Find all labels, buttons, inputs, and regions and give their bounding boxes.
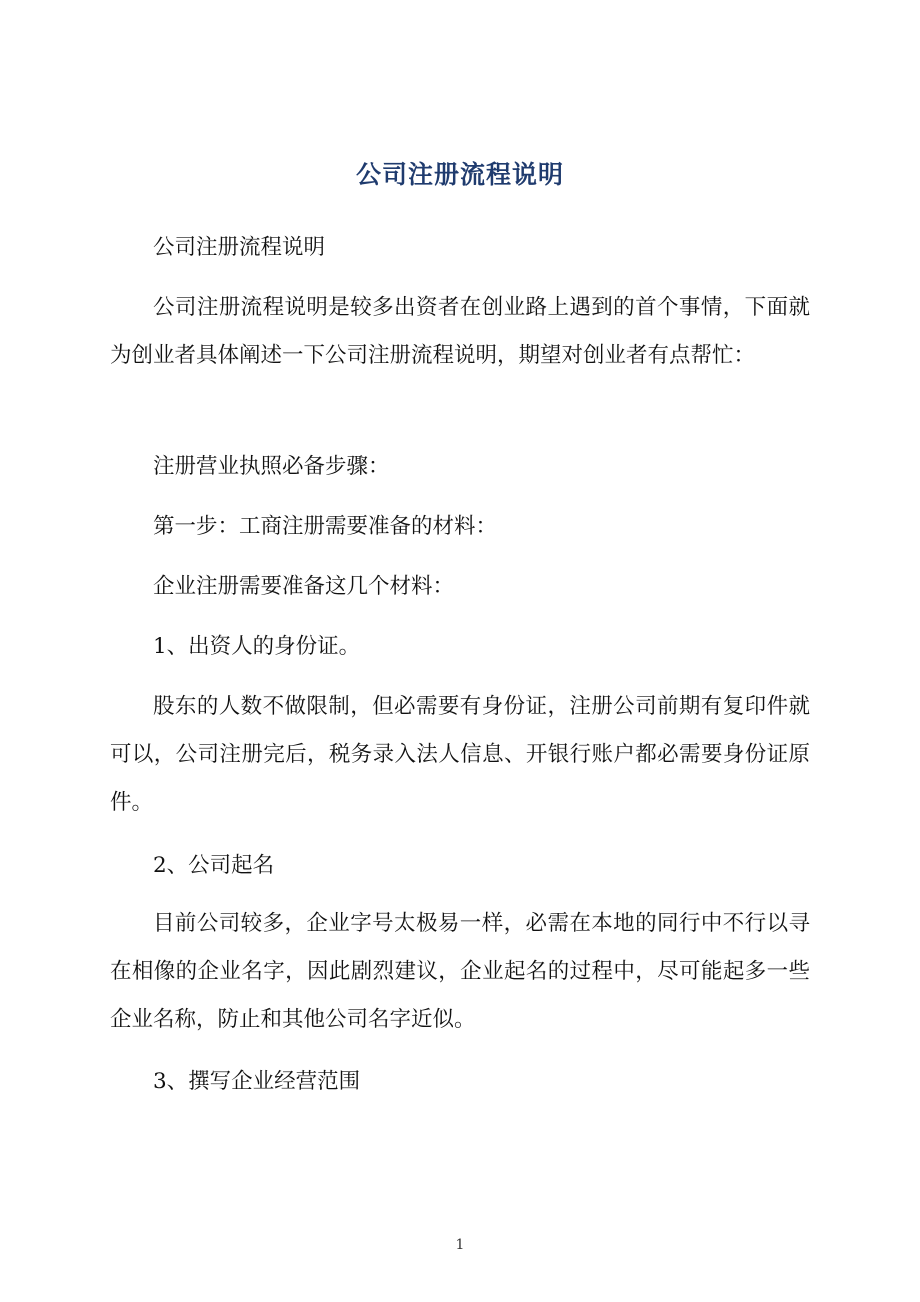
paragraph-item-3: 3、撰写企业经营范围 xyxy=(153,1069,361,1094)
paragraph-id-card: 股东的人数不做限制，但必需要有身份证，注册公司前期有复印件就可以，公司注册完后，税务录入法人信息、开银行账户都必需要身份证原件。 xyxy=(110,694,810,815)
paragraph-step-one: 第一步：工商注册需要准备的材料： xyxy=(153,514,498,539)
paragraph-item-2: 2、公司起名 xyxy=(153,853,275,878)
paragraph-steps-heading: 注册营业执照必备步骤： xyxy=(153,454,390,479)
paragraph-heading: 公司注册流程说明 xyxy=(153,235,326,260)
paragraph-intro: 公司注册流程说明是较多出资者在创业路上遇到的首个事情，下面就为创业者具体阐述一下公司注册流程说明，期望对创业者有点帮忙： xyxy=(110,295,810,368)
document-title: 公司注册流程说明 xyxy=(355,160,564,189)
paragraph-naming: 目前公司较多，企业字号太极易一样，必需在本地的同行中不行以寻在相像的企业名字，因此剧烈建议，企业起名的过程中，尽可能起多一些企业名称，防止和其他公司名字近似。 xyxy=(110,911,810,1032)
paragraph-materials: 企业注册需要准备这几个材料： xyxy=(153,574,455,599)
paragraph-item-1: 1、出资人的身份证。 xyxy=(153,634,361,659)
page-number: 1 xyxy=(455,1237,465,1253)
